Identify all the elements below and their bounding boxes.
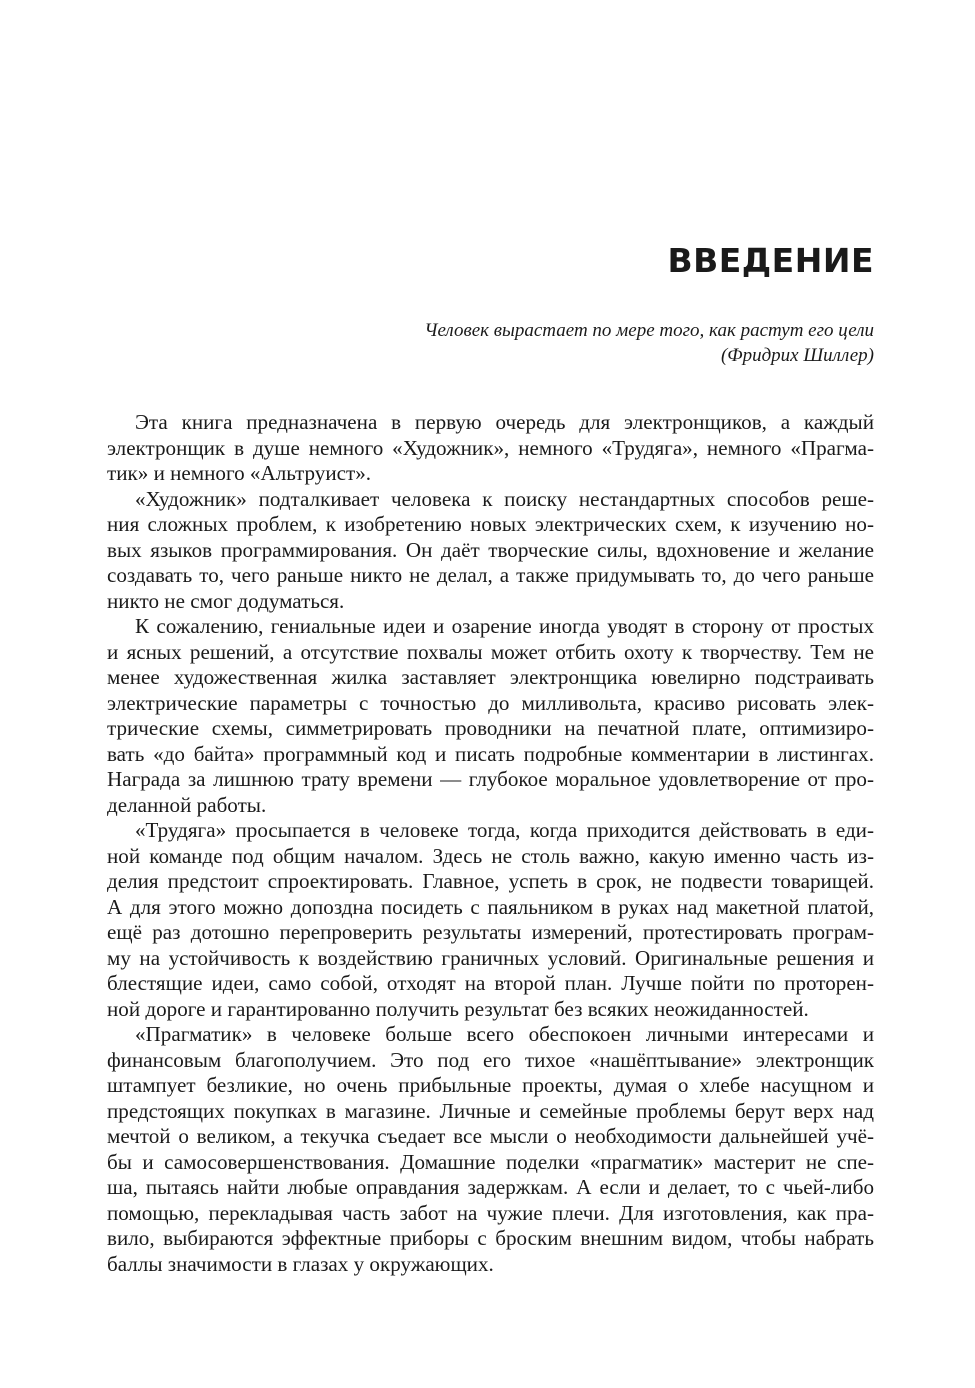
text-line: вило, выбираются эффектные приборы с броским внешним видом, чтобы набрать <box>107 1226 874 1250</box>
text-line: мечтой о великом, а текучка съедает все мысли о необходимости дальнейшей учё- <box>107 1124 874 1148</box>
text-line: финансовым благополучием. Это под его тихое «нашёптывание» электронщик <box>107 1047 874 1072</box>
text-line: никто не смог додуматься. <box>107 588 345 613</box>
text-line: трические схемы, симметрировать проводники на печатной плате, оптимизиро- <box>107 716 874 740</box>
text-line: ша, пытаясь найти любые оправдания задержкам. А если и делает, то с чьей-либо <box>107 1175 874 1199</box>
text-line: бы и самосовершенствования. Домашние поделки «прагматик» мастерит не спе- <box>107 1149 874 1174</box>
paragraph <box>107 487 874 615</box>
text-line: «Прагматик» в человеке больше всего обеспокоен личными интересами и <box>135 1022 874 1046</box>
text-line: штампует безликие, но очень прибыльные проекты, думая о хлебе насущном и <box>107 1073 874 1097</box>
text-line: вых языков программирования. Он даёт творческие силы, вдохновение и желание <box>107 537 874 562</box>
text-line: Награда за лишнюю трату времени — глубокое моральное удовлетворение от про- <box>107 767 874 791</box>
text-line: блестящие идеи, само собой, отходят на второй план. Лучше пойти по проторен- <box>107 971 874 995</box>
epigraph <box>274 318 874 368</box>
text-line: ния сложных проблем, к изобретению новых электрических схем, к изучению но- <box>107 512 874 536</box>
text-line: «Трудяга» просыпается в человеке тогда, когда приходится действовать в еди- <box>135 818 874 842</box>
text-line: и ясных решений, а отсутствие похвалы может отбить охоту к творчеству. Тем не <box>107 639 874 664</box>
text-line: «Художник» подталкивает человека к поиску нестандартных способов реше- <box>135 486 874 511</box>
text-line: тик» и немного «Альтруист». <box>107 461 372 485</box>
text-line: создавать то, чего раньше никто не делал, а также придумывать то, до чего раньше <box>107 563 874 587</box>
text-line: ной команде под общим началом. Здесь не столь важно, какую именно часть из- <box>107 843 874 868</box>
text-line: му на устойчивость к воздействию граничных условий. Оригинальные решения и <box>107 945 874 970</box>
paragraph <box>107 410 874 487</box>
text-line: ной дороге и гарантированно получить результат без всяких неожиданностей. <box>107 996 809 1021</box>
text-line: вать «до байта» программный код и писать подробные комментарии в листингах. <box>107 741 874 766</box>
paragraph <box>107 614 874 818</box>
text-line: электронщик в душе немного «Художник», немного «Трудяга», немного «Прагма- <box>107 435 874 460</box>
text-line: К сожалению, гениальные идеи и озарение иногда уводят в сторону от простых <box>135 614 874 638</box>
text-line: Эта книга предназначена в первую очередь для электронщиков, а каждый <box>135 410 874 434</box>
text-line: баллы значимости в глазах у окружающих. <box>107 1251 494 1276</box>
page-title: ВВЕДЕНИЕ <box>667 241 874 280</box>
text-line: деланной работы. <box>107 792 267 817</box>
epigraph-author: (Фридрих Шиллер) <box>720 345 874 366</box>
paragraph <box>107 1022 874 1277</box>
text-line: электрические параметры с точностью до милливольта, красиво рисовать элек- <box>107 690 874 715</box>
epigraph-quote: Человек вырастает по мере того, как растут его цели <box>424 320 874 341</box>
text-line: помощью, перекладывая часть забот на чужие плечи. Для изготовления, как пра- <box>107 1200 874 1225</box>
paragraph <box>107 818 874 1022</box>
body-text <box>107 410 874 1277</box>
text-line: делия предстоит спроектировать. Главное, успеть в срок, не подвести товарищей. <box>107 869 874 893</box>
text-line: менее художественная жилка заставляет электронщика ювелирно подстраивать <box>107 665 874 689</box>
text-line: А для этого можно допоздна посидеть с паяльником в руках над макетной платой, <box>107 894 874 919</box>
text-line: предстоящих покупках в магазине. Личные и семейные проблемы берут верх над <box>107 1098 874 1123</box>
text-line: ещё раз дотошно перепроверить результаты измерений, протестировать програм- <box>107 920 874 944</box>
